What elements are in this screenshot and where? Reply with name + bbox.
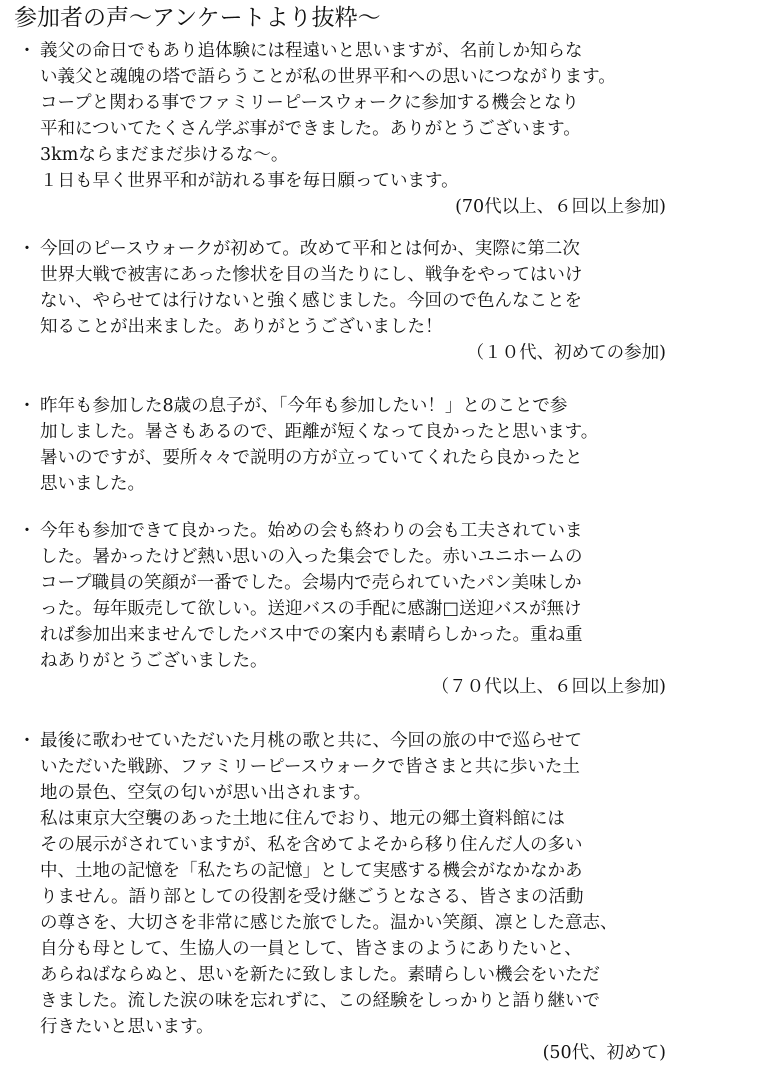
comment-text: 今回のピースウォークが初めて。改めて平和とは何か、実際に第二次 (40, 239, 580, 259)
comment-entry (14, 236, 754, 366)
comment-line: その展示がされていますが、私を含めてよそから移り住んだ人の多い (40, 835, 583, 855)
comment-entry (14, 518, 754, 700)
bullet-marker: ・ (18, 396, 36, 416)
comment-line: 暑いのですが、要所々々で説明の方が立っていてくれたら良かったと (40, 448, 583, 468)
respondent-attribution: （１０代、初めての参加) (466, 343, 666, 363)
comment-entry (14, 728, 754, 1066)
comment-text: 最後に歌わせていただいた月桃の歌と共に、今回の旅の中で巡らせて (40, 731, 582, 751)
comment-line (14, 518, 754, 544)
respondent-attribution: (70代以上、６回以上参加) (455, 197, 666, 217)
bullet-marker: ・ (18, 239, 36, 259)
bullet-marker: ・ (18, 41, 36, 61)
comment-line: りません。語り部としての役割を受け継ごうとなさる、皆さまの活動 (40, 887, 584, 907)
comment-line: い義父と魂魄の塔で語らうことが私の世界平和への思いにつながります。 (40, 67, 616, 87)
comment-line: ねありがとうございました。 (40, 651, 268, 671)
comment-line: 加しました。暑さもあるので、距離が短くなって良かったと思います。 (40, 422, 599, 442)
comment-line: 知ることが出来ました。ありがとうございました！ (40, 317, 443, 337)
comment-line: の尊さを、大切さを非常に感じた旅でした。温かい笑顔、凛とした意志、 (40, 913, 618, 933)
comment-line: 平和についてたくさん学ぶ事ができました。ありがとうございます。 (40, 119, 581, 139)
comment-line: いただいた戦跡、ファミリーピースウォークで皆さまと共に歩いた土 (40, 757, 580, 777)
comment-line: 思いました。 (40, 474, 145, 494)
comment-line: した。暑かったけど熱い思いの入った集会でした。赤いユニホームの (40, 547, 583, 567)
comment-line: 私は東京大空襲のあった土地に住んでおり、地元の郷土資料館には (40, 809, 565, 829)
comment-line: った。毎年販売して欲しい。送迎バスの手配に感謝□送迎バスが無け (40, 599, 582, 619)
comment-line (14, 393, 754, 419)
page-title: 参加者の声～アンケートより抜粋～ (14, 5, 381, 31)
comment-text: 今年も参加できて良かった。始めの会も終わりの会も工夫されていま (40, 521, 583, 541)
bullet-marker: ・ (18, 731, 36, 751)
bullet-marker: ・ (18, 521, 36, 541)
comment-entry (14, 393, 754, 497)
comment-line: コープと関わる事でファミリーピースウォークに参加する機会となり (40, 93, 579, 113)
comment-line: 中、土地の記憶を「私たちの記憶」として実感する機会がなかなかあ (40, 861, 583, 881)
comment-line: 世界大戦で被害にあった惨状を目の当たりにし、戦争をやってはいけ (40, 265, 583, 285)
comment-line: れば参加出来ませんでしたバス中での案内も素晴らしかった。重ね重 (40, 625, 583, 645)
comment-line: 3kmならまだまだ歩けるな～。 (40, 145, 289, 165)
comment-line (14, 728, 754, 754)
comment-line: コープ職員の笑顔が一番でした。会場内で売られていたパン美味しか (40, 573, 582, 593)
comment-line (14, 236, 754, 262)
comment-text: 義父の命日でもあり追体験には程遠いと思いますが、名前しか知らな (40, 41, 583, 61)
respondent-attribution: （７０代以上、６回以上参加) (431, 677, 666, 697)
comment-entry (14, 38, 754, 220)
comment-text: 昨年も参加した8歳の息子が、「今年も参加したい！」とのことで参 (40, 396, 568, 416)
comment-line: １日も早く世界平和が訪れる事を毎日願っています。 (40, 171, 459, 191)
comment-line: 自分も母として、生協人の一員として、皆さまのようにありたいと、 (40, 939, 582, 959)
respondent-attribution: (50代、初めて) (542, 1043, 666, 1063)
comment-line: 地の景色、空気の匂いが思い出されます。 (40, 783, 372, 803)
comment-line: 行きたいと思います。 (40, 1017, 214, 1037)
comment-line: ない、やらせては行けないと強く感じました。今回ので色んなことを (40, 291, 582, 311)
comment-line (14, 38, 754, 64)
comment-line: あらねばならぬと、思いを新たに致しました。素晴らしい機会をいただ (40, 965, 600, 985)
comment-line: きました。流した涙の味を忘れずに、この経験をしっかりと語り継いで (40, 991, 600, 1011)
